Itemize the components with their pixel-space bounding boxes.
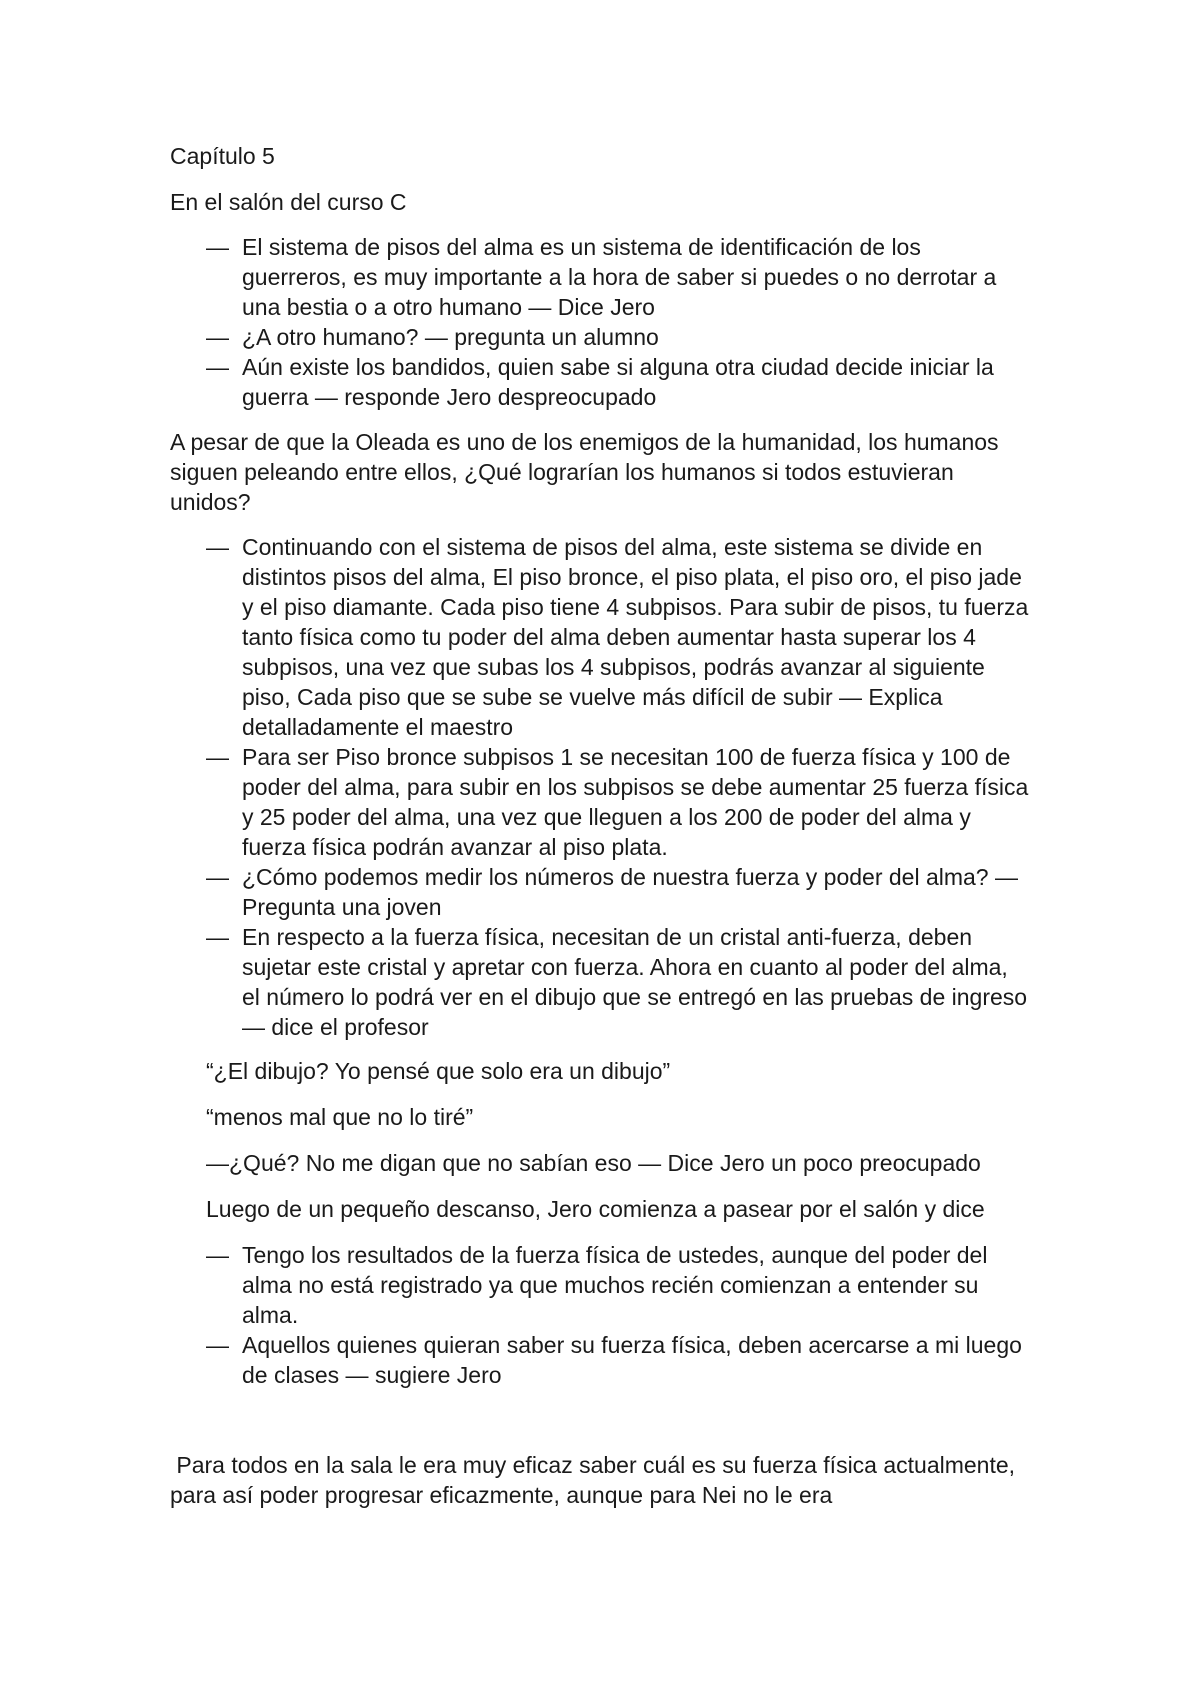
chapter-title: Capítulo 5 [170,143,275,169]
narrative-line: Luego de un pequeño descanso, Jero comienza a pasear por el salón y dice [206,1196,985,1222]
dialogue-item [170,322,1020,352]
dialogue-line: —¿Qué? No me digan que no sabían eso — Dice Jero un poco preocupado [206,1150,981,1176]
dash-marker: — [206,864,229,890]
thought-line: “¿El dibujo? Yo pensé que solo era un dibujo” [206,1058,671,1084]
dialogue-list-2 [170,532,1030,1042]
section-heading: En el salón del curso C [170,189,407,215]
dialogue-item [170,1240,1030,1330]
dialogue-text: En respecto a la fuerza física, necesitan de un cristal anti-fuerza, deben sujetar este cristal y apretar con fuerza. Ahora en cuanto al poder del alma, el número lo podrá ver en el dibujo que se entregó en las pruebas de ingreso — dice el profesor [242,924,1028,1040]
dialogue-text: ¿Cómo podemos medir los números de nuestra fuerza y poder del alma? — Pregunta una joven [242,864,1018,920]
dialogue-list-1 [170,232,1020,412]
dash-marker: — [206,1332,229,1358]
dialogue-text: Aquellos quienes quieran saber su fuerza física, deben acercarse a mi luego de clases — sugiere Jero [242,1332,1022,1388]
dialogue-item [170,1330,1030,1390]
dash-marker: — [206,1242,229,1268]
dialogue-item [170,532,1030,742]
dialogue-text: Tengo los resultados de la fuerza física de ustedes, aunque del poder del alma no está registrado ya que muchos recién comienzan a entender su alma. [242,1242,988,1328]
dash-marker: — [206,534,229,560]
dialogue-text: ¿A otro humano? — pregunta un alumno [242,324,659,350]
dialogue-text: Para ser Piso bronce subpisos 1 se necesitan 100 de fuerza física y 100 de poder del alma, para subir en los subpisos se debe aumentar 25 fuerza física y 25 poder del alma, una vez que lleguen a los 200 de poder del alma y fuerza física podrán avanzar al piso plata. [242,744,1029,860]
dialogue-item [170,862,1030,922]
dialogue-list-3 [170,1240,1030,1390]
narrative-paragraph-final: Para todos en la sala le era muy eficaz saber cuál es su fuerza física actualmente, para así poder progresar eficazmente, aunque para Nei no le era [170,1452,1022,1508]
dialogue-item [170,232,1020,322]
thought-line: “menos mal que no lo tiré” [206,1104,474,1130]
dialogue-item [170,742,1030,862]
dash-marker: — [206,234,229,260]
narrative-paragraph: A pesar de que la Oleada es uno de los enemigos de la humanidad, los humanos siguen peleando entre ellos, ¿Qué lograrían los humanos si todos estuvieran unidos? [170,429,999,515]
dash-marker: — [206,924,229,950]
dash-marker: — [206,744,229,770]
dash-marker: — [206,324,229,350]
dialogue-text: Aún existe los bandidos, quien sabe si alguna otra ciudad decide iniciar la guerra — responde Jero despreocupado [242,354,994,410]
dialogue-item [170,352,1020,412]
dash-marker: — [206,354,229,380]
dialogue-text: Continuando con el sistema de pisos del alma, este sistema se divide en distintos pisos del alma, El piso bronce, el piso plata, el piso oro, el piso jade y el piso diamante. Cada piso tiene 4 subpisos. Para subir de pisos, tu fuerza tanto física como tu poder del alma deben aumentar hasta superar los 4 subpisos, una vez que subas los 4 subpisos, podrás avanzar al siguiente piso, Cada piso que se sube se vuelve más difícil de subir — Explica detalladamente el maestro [242,534,1029,740]
dialogue-item [170,922,1030,1042]
dialogue-text: El sistema de pisos del alma es un sistema de identificación de los guerreros, es muy importante a la hora de saber si puedes o no derrotar a una bestia o a otro humano — Dice Jero [242,234,997,320]
